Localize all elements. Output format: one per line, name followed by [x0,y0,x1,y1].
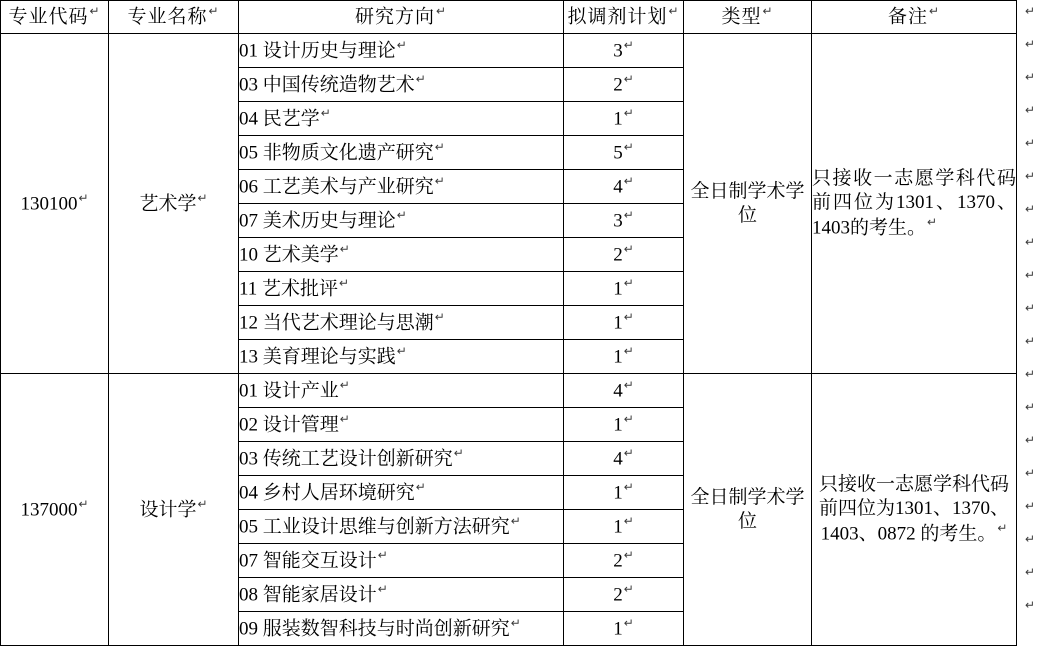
research-direction-cell: 01 设计历史与理论↵ [239,34,564,68]
paragraph-mark-icon: ↵ [623,275,634,290]
paragraph-mark-icon: ↵ [434,139,445,154]
table-header [1,1,1017,34]
paragraph-mark-icon: ↵ [89,4,101,19]
paragraph-mark-icon: ↵ [623,615,634,630]
paragraph-mark-icon: ↵ [623,37,634,52]
planned-quota-cell: 1↵ [564,408,684,442]
research-direction-cell: 03 传统工艺设计创新研究↵ [239,442,564,476]
paragraph-mark-icon: ↵ [197,190,208,205]
paragraph-mark-icon: ↵ [623,343,634,358]
header-remark: 备注↵ [812,1,1017,34]
paragraph-mark-icon: ↵ [668,4,680,19]
paragraph-mark-icon: ↵ [435,4,448,19]
planned-quota-cell: 3↵ [564,34,684,68]
paragraph-mark-icon: ↵ [623,479,634,494]
planned-quota-cell: 1↵ [564,510,684,544]
paragraph-mark-icon: ↵ [762,4,774,19]
table-body [1,34,1017,646]
paragraph-mark-icon: ↵ [396,207,407,222]
paragraph-mark-icon: ↵ [434,309,445,324]
paragraph-mark-icon: ↵ [623,445,634,460]
paragraph-mark-icon: ↵ [415,479,426,494]
research-direction-cell: 07 美术历史与理论↵ [239,204,564,238]
paragraph-mark-icon: ↵ [78,496,89,511]
research-direction-cell: 07 智能交互设计↵ [239,544,564,578]
planned-quota-cell: 2↵ [564,238,684,272]
remark-cell: 只接收一志愿学科代码前四位为1301、1370、1403、0872 的考生。↵ [812,374,1017,646]
paragraph-mark-icon: ↵ [623,207,634,222]
paragraph-mark-icon: ↵ [927,214,938,229]
major-code-cell: 137000↵ [1,374,109,646]
planned-quota-cell: 2↵ [564,544,684,578]
header-major-code: 专业代码↵ [1,1,109,34]
paragraph-mark-icon: ↵ [623,377,634,392]
paragraph-mark-icon: ↵ [623,105,634,120]
paragraph-mark-icon: ↵ [396,37,407,52]
paragraph-mark-icon: ↵ [339,241,350,256]
planned-quota-cell: 4↵ [564,374,684,408]
paragraph-mark-icon: ↵ [339,411,350,426]
paragraph-mark-icon: ↵ [623,139,634,154]
paragraph-mark-icon: ↵ [320,105,331,120]
line-end-marks: ↵ ↵ ↵ ↵ ↵ ↵ ↵ ↵ ↵ ↵ ↵ ↵ ↵ ↵ ↵ ↵ ↵ ↵ ↵ [1024,4,1035,612]
paragraph-mark-icon: ↵ [377,547,388,562]
type-cell: 全日制学术学位 [684,374,812,646]
planned-quota-cell: 1↵ [564,306,684,340]
paragraph-mark-icon: ↵ [197,496,208,511]
paragraph-mark-icon: ↵ [78,190,89,205]
table-row [1,34,1017,68]
planned-quota-cell: 4↵ [564,170,684,204]
paragraph-mark-icon: ↵ [623,173,634,188]
planned-quota-cell: 1↵ [564,340,684,374]
research-direction-cell: 06 工艺美术与产业研究↵ [239,170,564,204]
major-name-cell: 设计学↵ [109,374,239,646]
research-direction-cell: 13 美育理论与实践↵ [239,340,564,374]
paragraph-mark-icon: ↵ [208,4,220,19]
paragraph-mark-icon: ↵ [453,445,464,460]
type-cell: 全日制学术学位 [684,34,812,374]
remark-cell: 只接收一志愿学科代码前四位为1301、1370、1403的考生。↵ [812,34,1017,374]
research-direction-cell: 04 民艺学↵ [239,102,564,136]
research-direction-cell: 09 服装数智科技与时尚创新研究↵ [239,612,564,646]
research-direction-cell: 12 当代艺术理论与思潮↵ [239,306,564,340]
research-direction-cell: 04 乡村人居环境研究↵ [239,476,564,510]
paragraph-mark-icon: ↵ [623,581,634,596]
major-code-cell: 130100↵ [1,34,109,374]
paragraph-mark-icon: ↵ [415,71,426,86]
paragraph-mark-icon: ↵ [510,513,521,528]
planned-quota-cell: 2↵ [564,68,684,102]
paragraph-mark-icon: ↵ [623,411,634,426]
planned-quota-cell: 5↵ [564,136,684,170]
paragraph-mark-icon: ↵ [623,309,634,324]
major-name-cell: 艺术学↵ [109,34,239,374]
paragraph-mark-icon: ↵ [997,520,1008,535]
header-research-direction: 研究方向↵ [239,1,564,34]
paragraph-mark-icon: ↵ [623,241,634,256]
planned-quota-cell: 1↵ [564,102,684,136]
paragraph-mark-icon: ↵ [339,275,350,290]
header-planned-quota: 拟调剂计划↵ [564,1,684,34]
header-major-name: 专业名称↵ [109,1,239,34]
table-row [1,374,1017,408]
research-direction-cell: 01 设计产业↵ [239,374,564,408]
paragraph-mark-icon: ↵ [928,4,941,19]
table-header-row [1,1,1017,34]
paragraph-mark-icon: ↵ [623,547,634,562]
planned-quota-cell: 1↵ [564,612,684,646]
planned-quota-cell: 2↵ [564,578,684,612]
paragraph-mark-icon: ↵ [510,615,521,630]
research-direction-cell: 02 设计管理↵ [239,408,564,442]
planned-quota-cell: 1↵ [564,476,684,510]
planned-quota-cell: 3↵ [564,204,684,238]
planned-quota-cell: 1↵ [564,272,684,306]
research-direction-cell: 05 非物质文化遗产研究↵ [239,136,564,170]
paragraph-mark-icon: ↵ [434,173,445,188]
paragraph-mark-icon: ↵ [377,581,388,596]
paragraph-mark-icon: ↵ [339,377,350,392]
planned-quota-cell: 4↵ [564,442,684,476]
research-direction-cell: 08 智能家居设计↵ [239,578,564,612]
header-type: 类型↵ [684,1,812,34]
research-direction-cell: 03 中国传统造物艺术↵ [239,68,564,102]
paragraph-mark-icon: ↵ [396,343,407,358]
research-direction-cell: 10 艺术美学↵ [239,238,564,272]
paragraph-mark-icon: ↵ [623,513,634,528]
paragraph-mark-icon: ↵ [623,71,634,86]
research-direction-cell: 11 艺术批评↵ [239,272,564,306]
research-direction-cell: 05 工业设计思维与创新方法研究↵ [239,510,564,544]
